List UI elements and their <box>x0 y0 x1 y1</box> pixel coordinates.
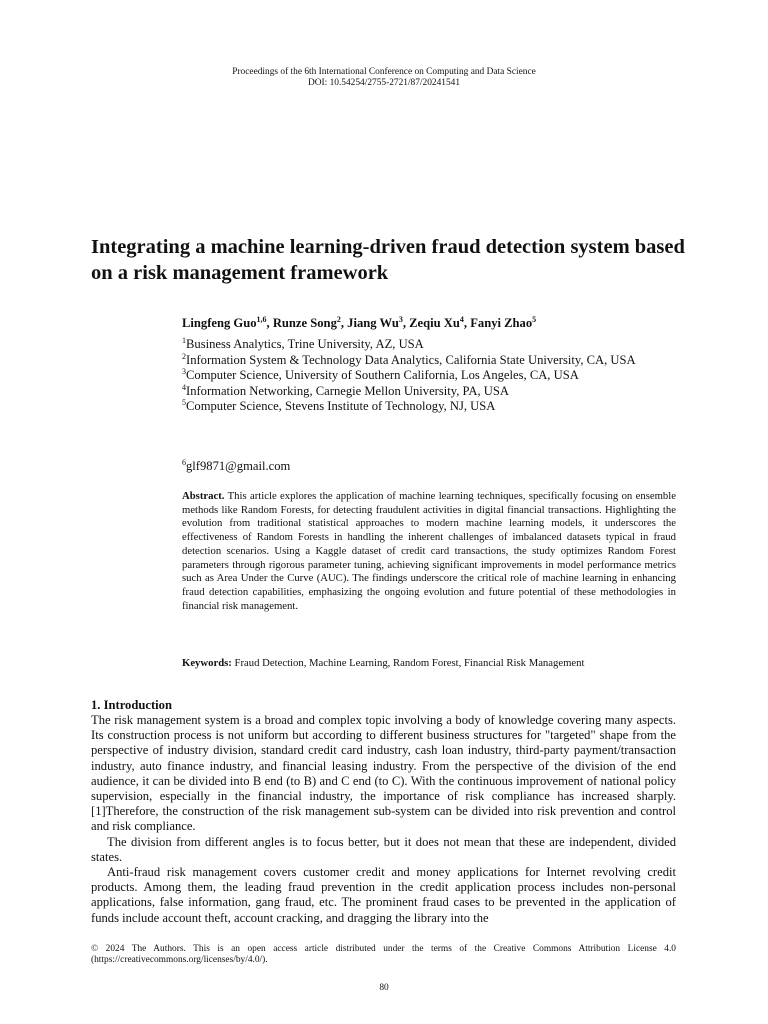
paragraph: Anti-fraud risk management covers customer credit and money applications for Internet revolving credit products. Among them, the leading fraud prevention in the credit application process includes non-personal applications, false information, gang fraud, etc. The prominent fraud cases to be prevented in the application of funds include account theft, account cracking, and dragging the library into the <box>91 865 676 925</box>
author: Lingfeng Guo$^{1,6}$, <box>182 314 273 330</box>
running-header <box>0 67 768 89</box>
affiliation <box>182 384 682 400</box>
affiliation-mark: 3 <box>182 366 186 376</box>
author-affil-mark: 2 <box>336 314 341 324</box>
proceedings-line: Proceedings of the 6th International Conference on Computing and Data Science <box>232 67 536 77</box>
author <box>470 316 536 330</box>
affiliation-list <box>182 337 682 415</box>
section-heading: 1. Introduction <box>91 698 172 712</box>
section-body <box>91 713 676 926</box>
corresponding-email <box>182 458 682 474</box>
affiliation-text: Information System & Technology Data Analytics, California State University, CA, USA <box>186 352 636 367</box>
affiliation <box>182 399 682 415</box>
keywords-text: Fraud Detection, Machine Learning, Random Forest, Financial Risk Management <box>234 657 585 669</box>
email-address: glf9871@gmail.com <box>186 459 291 473</box>
affiliation-mark: 5 <box>182 397 186 407</box>
page-number: 80 <box>379 983 389 993</box>
affiliation-text: Information Networking, Carnegie Mellon University, PA, USA <box>186 383 509 398</box>
keywords-label: Keywords: <box>182 657 232 669</box>
email-mark: 6 <box>182 457 186 467</box>
author-list <box>182 315 682 331</box>
paragraph: The risk management system is a broad and complex topic involving a body of knowledge covering many aspects. Its construction process is not uniform but according to different business structures for "targeted" shape from the perspective of industry division, standard credit card industry, cash loan industry, third-party payment/transaction industry, auto finance industry, and financial leasing industry. From the perspective of the division of the end audience, it can be divided into B end (to B) and C end (to C). With the continuous improvement of national policy supervision, especially in the financial industry, the importance of risk compliance has increased sharply.[1]Therefore, the construction of the risk management sub-system can be divided into risk prevention and control and risk compliance. <box>91 713 676 834</box>
author: Jiang Wu$^3$, <box>347 314 410 330</box>
affiliation <box>182 337 682 353</box>
author-name: Fanyi Zhao <box>470 316 533 330</box>
author-affil-mark: 4 <box>459 314 464 324</box>
author-affil-mark: 1,6 <box>256 314 267 324</box>
affiliation-text: Business Analytics, Trine University, AZ, USA <box>186 337 424 351</box>
author-affil-mark: 3 <box>398 314 403 324</box>
author-affil-mark: 5 <box>532 314 537 324</box>
abstract <box>182 490 676 613</box>
affiliation-text: Computer Science, University of Southern California, Los Angeles, CA, USA <box>186 368 579 382</box>
author-name: Zeqiu Xu <box>409 316 460 330</box>
author: Zeqiu Xu$^4$, <box>409 314 471 330</box>
doi-line: DOI: 10.54254/2755-2721/87/20241541 <box>307 78 461 88</box>
affiliation-text: Computer Science, Stevens Institute of Technology, NJ, USA <box>186 399 496 413</box>
keywords <box>182 656 682 670</box>
author-name: Lingfeng Guo <box>182 316 257 330</box>
affiliation <box>182 353 682 369</box>
affiliation-mark: 1 <box>182 335 186 345</box>
license-note: © 2024 The Authors. This is an open access article distributed under the terms of the Creative Commons Attribution License 4.0 (https://creativecommons.org/licenses/by/4.0/). <box>91 944 676 965</box>
affiliation <box>182 368 682 384</box>
author: Runze Song$^2$, <box>272 314 348 330</box>
author-name: Runze Song <box>272 316 337 330</box>
author-name: Jiang Wu <box>347 316 399 330</box>
affiliation-mark: 2 <box>182 351 186 361</box>
paper-title: Integrating a machine learning-driven fraud detection system based on a risk management framework <box>91 236 685 284</box>
paragraph: The division from different angles is to focus better, but it does not mean that these are independent, divided states. <box>91 834 676 864</box>
affiliation-mark: 4 <box>182 382 186 392</box>
abstract-label: Abstract. <box>182 490 225 502</box>
abstract-text: This article explores the application of machine learning techniques, specifically focusing on ensemble methods like Random Forests, for detecting fraudulent activities in digital financial transactions. Highlighting the evolution from traditional statistical approaches to modern machine learning models, it underscores the effectiveness of Random Forests in handling the inherent challenges of imbalanced datasets typical in fraud detection scenarios. Using a Kaggle dataset of credit card transactions, the study optimizes Random Forest parameters through rigorous parameter tuning, achieving significant improvements in model performance metrics such as Area Under the Curve (AUC). The findings underscore the critical role of machine learning in enhancing fraud detection capabilities, emphasizing the ongoing evolution and future potential of these methodologies in financial risk management. <box>182 490 676 612</box>
